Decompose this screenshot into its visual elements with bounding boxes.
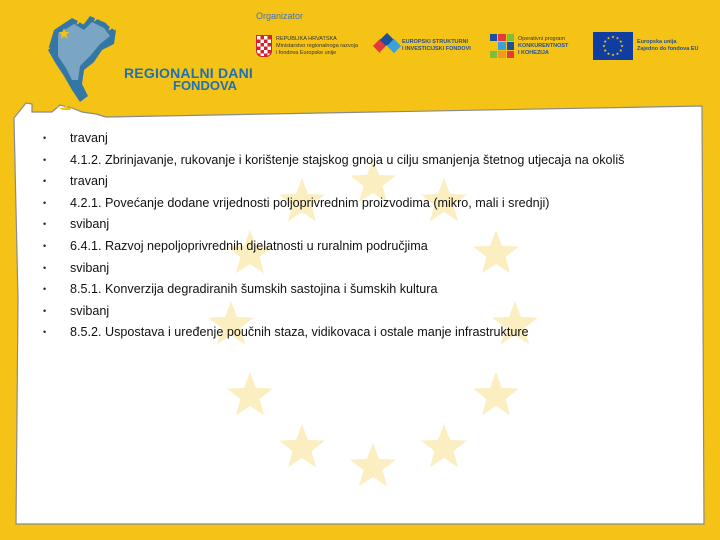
list-item: [40, 171, 700, 193]
watermark-star-icon: [350, 443, 396, 486]
esif-line: I INVESTICIJSKI FONDOVI: [402, 46, 471, 52]
list-item-text: 8.5.1. Konverzija degradiranih šumskih sastojina i šumskih kultura: [70, 282, 438, 297]
eu-flag-star-icon: [604, 49, 607, 52]
ministry-line: Ministarstvo regionalnoga razvoja: [276, 42, 358, 49]
eu-flag-star-icon: [603, 44, 606, 47]
list-item-text: svibanj: [70, 303, 110, 318]
eu-flag-star-icon: [607, 52, 610, 55]
logo-eu: EU: [122, 74, 168, 112]
bullet-list: [40, 128, 700, 344]
esif-line: EUROPSKI STRUKTURNI: [402, 39, 469, 45]
logo-star-icon: [47, 95, 60, 108]
watermark-star-icon: [421, 424, 467, 467]
eu-flag-icon: [593, 32, 633, 60]
bullet-dot: •: [43, 133, 47, 143]
bullet-dot: •: [43, 154, 47, 165]
logo-star-icon: [37, 43, 50, 56]
list-item-text: 4.1.2. Zbrinjavanje, rukovanje i korištenje stajskog gnoja u cilju smanjenja štetnog utjecaja na okoliš: [70, 152, 625, 167]
ministry-logo: [256, 30, 358, 62]
list-item: [40, 214, 700, 236]
list-item: [40, 279, 700, 301]
eu-flag-star-icon: [612, 53, 615, 56]
ministry-line: i fondova Europske unije: [276, 49, 337, 56]
list-item-text: travanj: [70, 131, 108, 145]
watermark-star-icon: [279, 424, 325, 467]
eu-flag-star-icon: [607, 37, 610, 40]
list-item: [40, 236, 700, 258]
logo-star-icon: [30, 82, 41, 93]
eu-flag-star-icon: [621, 44, 624, 47]
list-item: [40, 193, 700, 215]
eu-flag-star-icon: [616, 37, 619, 40]
list-item: [40, 258, 700, 280]
logo-star-icon: [59, 103, 72, 110]
organizer-label: Organizator: [256, 11, 304, 21]
list-item-text: 6.4.1. Razvoj nepoljoprivrednih djelatnosti u ruralnim područjima: [70, 238, 428, 253]
regionalni-dani-logo: [24, 10, 253, 112]
esif-logo: [373, 30, 471, 62]
op-line: KONKURENTNOST: [518, 42, 569, 49]
bullet-dot: •: [43, 305, 47, 316]
eu-flag-star-icon: [616, 52, 619, 55]
operational-programme-logo: [490, 30, 568, 62]
content-area: [40, 128, 700, 344]
eu-flag-star-icon: [619, 49, 622, 52]
list-item-text: travanj: [70, 174, 108, 189]
list-item-text: svibanj: [70, 260, 110, 275]
logo-fondova: FONDOVA: [173, 78, 238, 93]
op-line: I KOHEZIJA: [518, 49, 549, 56]
bullet-dot: •: [43, 197, 47, 208]
ministry-line: REPUBLIKA HRVATSKA: [276, 35, 337, 42]
list-item-text: 8.5.2. Uspostava i uređenje poučnih staza, vidikovaca i ostale manje infrastrukture: [70, 325, 529, 340]
croatian-coat-of-arms-icon: [256, 35, 272, 57]
bullet-dot: •: [43, 219, 47, 230]
eu-logo: [593, 30, 698, 62]
bullet-dot: •: [43, 262, 47, 273]
esif-diamonds-icon: [373, 34, 399, 58]
bullet-dot: •: [43, 284, 47, 295]
logo-title: REGIONALNI DANI: [124, 65, 253, 81]
list-item: [40, 301, 700, 323]
list-item: [40, 150, 700, 172]
list-item-text: 4.2.1. Povećanje dodane vrijednosti poljoprivrednim proizvodima (mikro, mali i srednji): [70, 195, 550, 210]
bullet-dot: •: [43, 176, 47, 187]
bullet-dot: •: [43, 240, 47, 251]
list-item-text: svibanj: [70, 217, 110, 232]
logo-star-icon: [40, 80, 51, 91]
watermark-star-icon: [227, 372, 273, 415]
bullet-dot: •: [43, 327, 47, 338]
eu-flag-star-icon: [612, 35, 615, 38]
list-item: [40, 322, 700, 344]
list-item: [40, 128, 700, 150]
eu-line: Europska unija: [637, 39, 677, 45]
eu-flag-star-icon: [604, 40, 607, 43]
eu-flag-star-icon: [619, 40, 622, 43]
op-line: Operativni program: [518, 35, 566, 42]
logo-star-icon: [34, 62, 45, 73]
op-mosaic-icon: [490, 34, 514, 58]
watermark-star-icon: [473, 372, 519, 415]
eu-line: Zajedno do fondova EU: [637, 46, 699, 52]
